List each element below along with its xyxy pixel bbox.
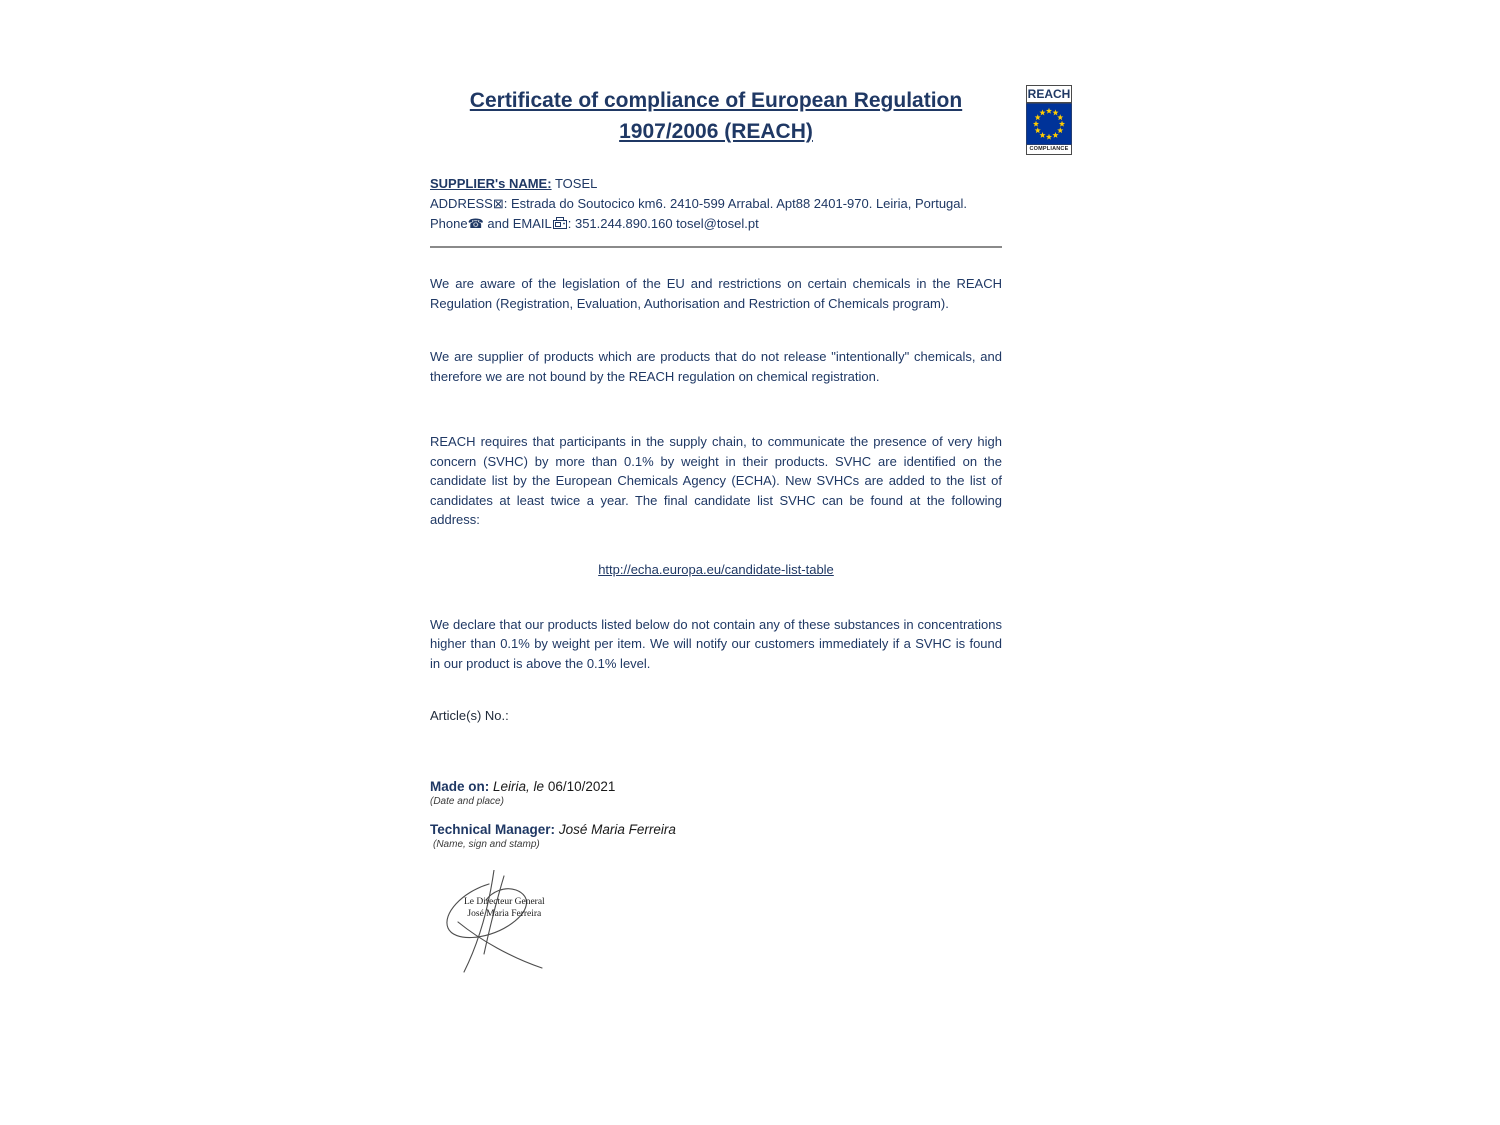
reach-logo-compliance-text: COMPLIANCE [1026, 145, 1072, 155]
made-on-place: Leiria, le [493, 779, 545, 794]
title-line-2: 1907/2006 (REACH) [619, 120, 813, 143]
fax-icon [553, 217, 567, 229]
made-on-line [430, 779, 1002, 794]
stamp-line-1: Le Directeur General [464, 897, 545, 907]
stamp-line-2: José Maria Ferreira [467, 909, 542, 919]
phone-label: Phone [430, 216, 468, 231]
phone-icon: ☎ [467, 216, 484, 231]
paragraph-eu-awareness: We are aware of the legislation of the EU and restrictions on certain chemicals in the REACH Regulation (Registration, Evaluation, Authorisation and Restriction of Chemicals program). [430, 276, 1002, 311]
signature-area [434, 870, 604, 988]
supplier-address-line [430, 194, 1002, 214]
supplier-info [430, 174, 1002, 234]
title-line-1: Certificate of compliance of European Regulation [469, 89, 963, 112]
articles-no-label: Article(s) No.: [430, 708, 509, 723]
supplier-name-label: SUPPLIER's NAME: [430, 176, 552, 191]
stamp-text [464, 896, 545, 920]
document-title [430, 85, 1002, 147]
eu-flag-stars-icon [1026, 103, 1072, 145]
candidate-list-link[interactable]: http://echa.europa.eu/candidate-list-table [598, 561, 834, 577]
made-on-date: 06/10/2021 [547, 779, 616, 794]
certificate-body [430, 85, 1002, 988]
envelope-icon: ⊠ [492, 196, 504, 211]
made-on-label: Made on: [430, 779, 490, 794]
technical-manager-name: José Maria Ferreira [558, 822, 676, 837]
supplier-name-value: TOSEL [554, 176, 598, 191]
technical-manager-line [430, 822, 1002, 837]
candidate-list-link-line [430, 562, 1002, 577]
supplier-name-line [430, 174, 1002, 194]
paragraph-reach-requirements: REACH requires that participants in the supply chain, to communicate the presence of very high concern (SVHC) by more than 0.1% by weight in their products. SVHC are identified on the candidate list by the European Chemicals Agency (ECHA). New SVHCs are added to the list of candidates at least twice a year. The final candidate list SVHC can be found at the following address: [430, 434, 1002, 527]
signature-scribble [434, 870, 604, 988]
sign-stamp-note: (Name, sign and stamp) [433, 839, 540, 850]
and-email-label: and EMAIL [483, 216, 552, 231]
date-place-note: (Date and place) [430, 796, 504, 807]
reach-logo-text: REACH [1027, 87, 1071, 101]
address-label: ADDRESS [430, 196, 493, 211]
reach-compliance-logo [1026, 85, 1072, 155]
technical-manager-label: Technical Manager: [430, 822, 556, 837]
contact-value: : 351.244.890.160 tosel@tosel.pt [567, 216, 759, 231]
separator-line [430, 246, 1002, 248]
address-value: : Estrada do Soutocico km6. 2410-599 Arrabal. Apt88 2401-970. Leiria, Portugal. [503, 196, 968, 211]
supplier-contact-line [430, 214, 1002, 234]
paragraph-supplier-statement: We are supplier of products which are products that do not release "intentionally" chemicals, and therefore we are not bound by the REACH regulation on chemical registration. [430, 349, 1002, 384]
paragraph-declaration: We declare that our products listed below do not contain any of these substances in concentrations higher than 0.1% by weight per item. We will notify our customers immediately if a SVHC is found in our product is above the 0.1% level. [430, 616, 1002, 671]
